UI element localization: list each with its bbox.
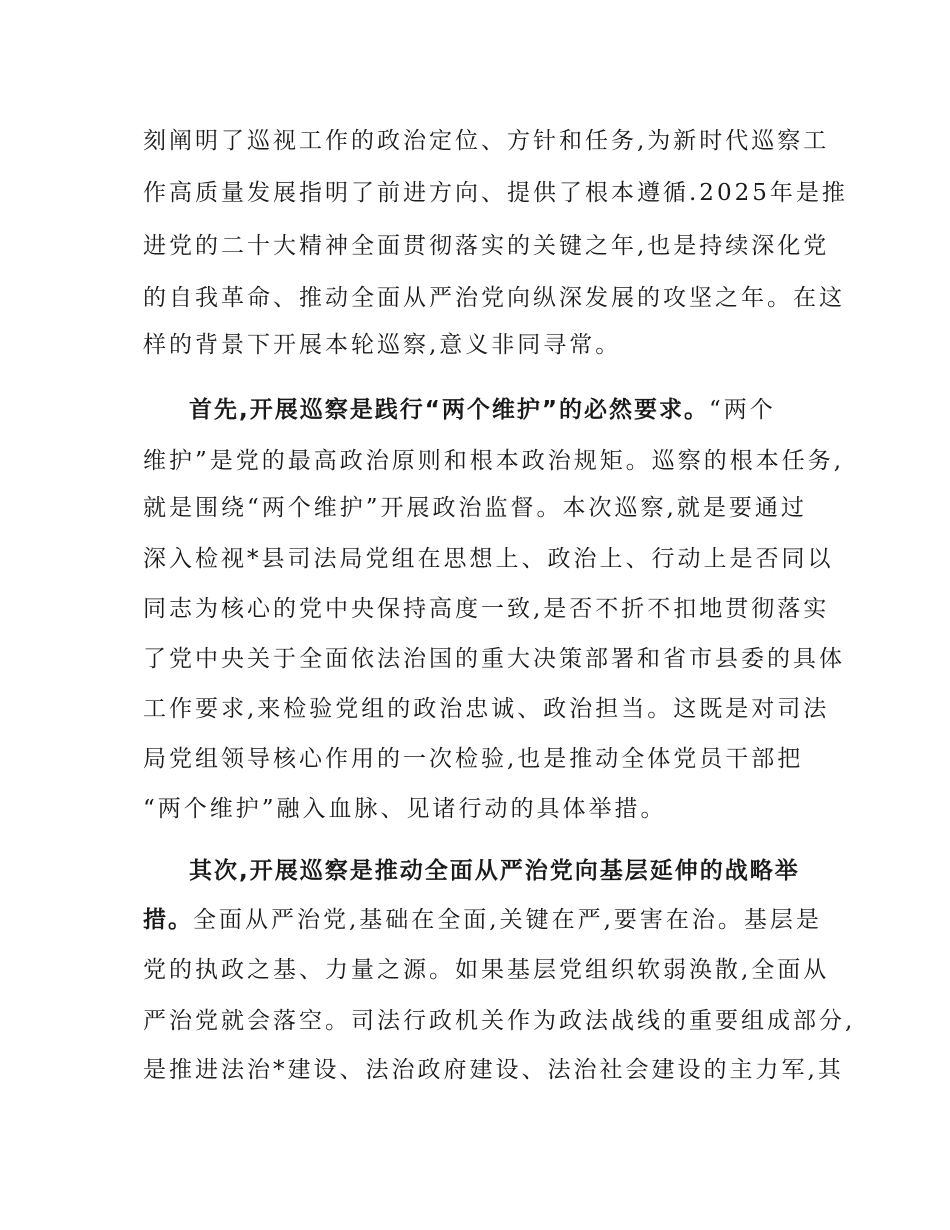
paragraph-2-first-line bbox=[143, 395, 776, 425]
paragraph-3-second-rest: 全面从严治党,基础在全面,关键在严,要害在治。基层是 bbox=[193, 907, 822, 933]
text-line: 是推进法治*建设、法治政府建设、法治社会建设的主力军,其 bbox=[143, 1057, 844, 1083]
text-line: 刻阐明了巡视工作的政治定位、方针和任务,为新时代巡察工 bbox=[143, 128, 830, 154]
text-line: “两个维护”融入血脉、见诸行动的具体举措。 bbox=[143, 796, 667, 822]
paragraph-2-heading: 首先,开展巡察是践行“两个维护”的必然要求。 bbox=[189, 397, 709, 423]
paragraph-3-second-line bbox=[143, 905, 822, 935]
paragraph-2-first-rest: “两个 bbox=[708, 397, 776, 423]
paragraph-3-heading-line1: 其次,开展巡察是推动全面从严治党向基层延伸的战略举 bbox=[189, 858, 800, 884]
text-line: 就是围绕“两个维护”开展政治监督。本次巡察,就是要通过 bbox=[143, 495, 807, 521]
text-line: 局党组领导核心作用的一次检验,也是推动全体党员干部把 bbox=[143, 746, 804, 772]
text-line: 作高质量发展指明了前进方向、提供了根本遵循.2025年是推 bbox=[143, 180, 848, 206]
text-line: 工作要求,来检验党组的政治忠诚、政治担当。这既是对司法 bbox=[143, 696, 830, 722]
text-line: 党的执政之基、力量之源。如果基层党组织软弱涣散,全面从 bbox=[143, 957, 830, 983]
text-line: 严治党就会落空。司法行政机关作为政法战线的重要组成部分, bbox=[143, 1008, 856, 1034]
text-line: 了党中央关于全面依法治国的重大决策部署和省市县委的具体 bbox=[143, 646, 845, 672]
text-line: 维护”是党的最高政治原则和根本政治规矩。巡察的根本任务, bbox=[143, 448, 845, 474]
text-line: 同志为核心的党中央保持高度一致,是否不折不扣地贯彻落实 bbox=[143, 596, 830, 622]
text-line: 的自我革命、推动全面从严治党向纵深发展的攻坚之年。在这 bbox=[143, 285, 845, 311]
text-line: 深入检视*县司法局党组在思想上、政治上、行动上是否同以 bbox=[143, 546, 834, 572]
text-line: 进党的二十大精神全面贯彻落实的关键之年,也是持续深化党 bbox=[143, 233, 830, 259]
text-line: 样的背景下开展本轮巡察,意义非同寻常。 bbox=[143, 332, 622, 358]
paragraph-3-heading-end: 措。 bbox=[143, 907, 193, 933]
